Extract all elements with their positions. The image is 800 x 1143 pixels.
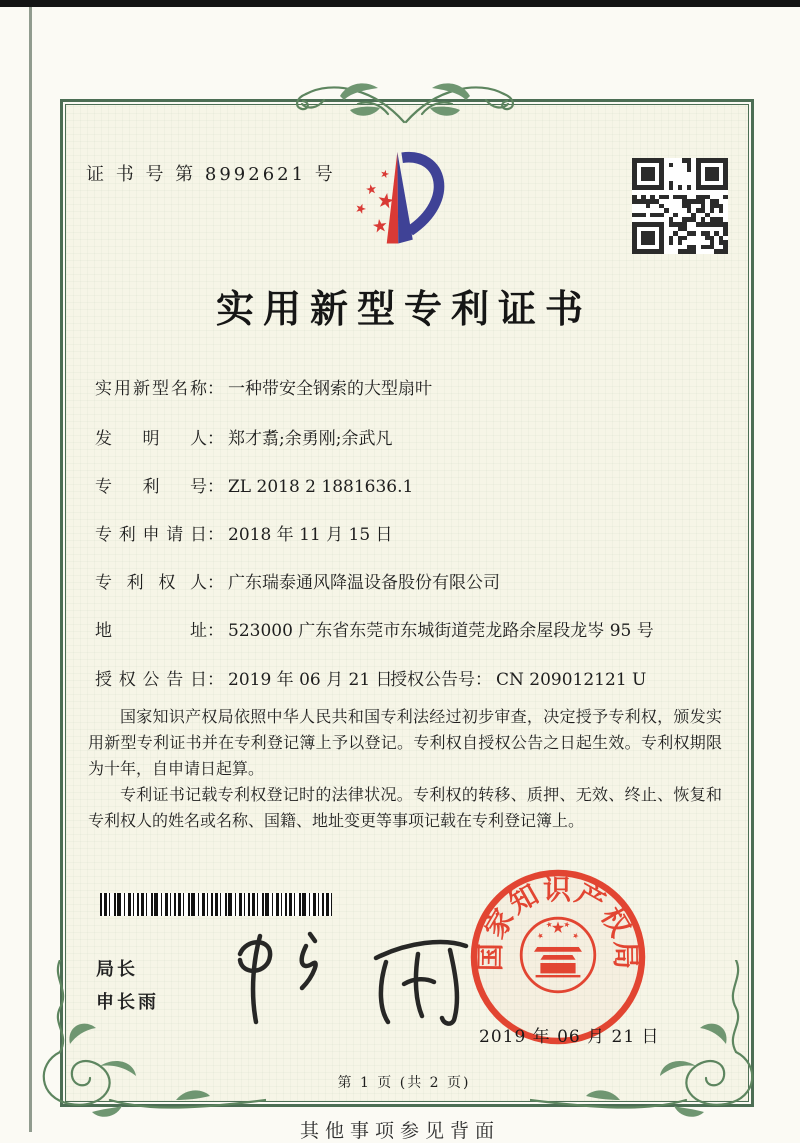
field-row-grant-number: 授权公告号： CN 209012121 U [390, 670, 647, 690]
field-label: 专利号 [95, 477, 207, 497]
legal-paragraph-2: 专利证书记载专利权登记时的法律状况。专利权的转移、质押、无效、终止、恢复和专利权人的姓名或名称、国籍、地址变更等事项记载在专利登记簿上。 [88, 785, 722, 830]
commissioner-title: 局长 [96, 959, 138, 980]
field-row-grant-date: 授权公告日： 2019 年 06 月 21 日 [95, 665, 393, 690]
qr-code [632, 158, 728, 254]
field-row-inventors: 发明人： 郑才翥;余勇刚;余武凡 [95, 424, 392, 449]
field-row-patent-number: 专利号： ZL 2018 2 1881636.1 [95, 472, 413, 497]
field-value: 2019 年 06 月 21 日 [228, 670, 393, 690]
commissioner-signature [218, 928, 474, 1032]
scanner-edge-bar [0, 0, 800, 7]
top-border-ornament-icon [288, 74, 522, 128]
field-value: ZL 2018 2 1881636.1 [228, 477, 414, 497]
field-label: 专利权人 [95, 573, 207, 593]
field-row-patentee: 专利权人： 广东瑞泰通风降温设备股份有限公司 [95, 568, 500, 593]
seal-text: 国家知识产权局 [473, 873, 643, 972]
field-value: 一种带安全钢索的大型扇叶 [228, 379, 432, 399]
field-row-utility-model-name: 实用新型名称： 一种带安全钢索的大型扇叶 [95, 374, 432, 399]
cnipa-logo-icon [336, 150, 476, 256]
seal-date: 2019 年 06 月 21 日 [479, 1027, 660, 1047]
certificate-title: 实用新型专利证书 [215, 286, 592, 331]
back-side-note: 其他事项参见背面 [299, 1120, 500, 1142]
field-label: 实用新型名称 [95, 379, 207, 399]
field-label: 授权公告号 [390, 670, 475, 690]
field-value: 广东瑞泰通风降温设备股份有限公司 [228, 573, 500, 593]
field-label: 地址 [95, 621, 207, 641]
barcode [100, 893, 332, 916]
page-number: 第 1 页 (共 2 页) [337, 1075, 471, 1091]
field-row-filing-date: 专利申请日： 2018 年 11 月 15 日 [95, 520, 393, 545]
field-label: 发明人 [95, 429, 207, 449]
legal-paragraph-1: 国家知识产权局依照中华人民共和国专利法经过初步审查，决定授予专利权，颁发实用新型专利证书并在专利登记簿上予以登记。专利权自授权公告之日起生效。专利权期限为十年，自申请日起算。 [88, 707, 722, 778]
field-value: CN 209012121 U [496, 670, 647, 690]
field-label: 授权公告日 [95, 670, 207, 690]
field-value: 523000 广东省东莞市东城街道莞龙路余屋段龙岑 95 号 [228, 621, 654, 641]
certificate-number: 证 书 号 第 8992621 号 [86, 164, 336, 185]
field-value: 郑才翥;余勇刚;余武凡 [228, 429, 393, 449]
legal-text [88, 704, 722, 834]
field-row-address: 地址： 523000 广东省东莞市东城街道莞龙路余屋段龙岑 95 号 [95, 616, 654, 641]
field-label: 专利申请日 [95, 525, 207, 545]
commissioner-name: 申长雨 [96, 992, 159, 1013]
field-value: 2018 年 11 月 15 日 [228, 525, 393, 545]
